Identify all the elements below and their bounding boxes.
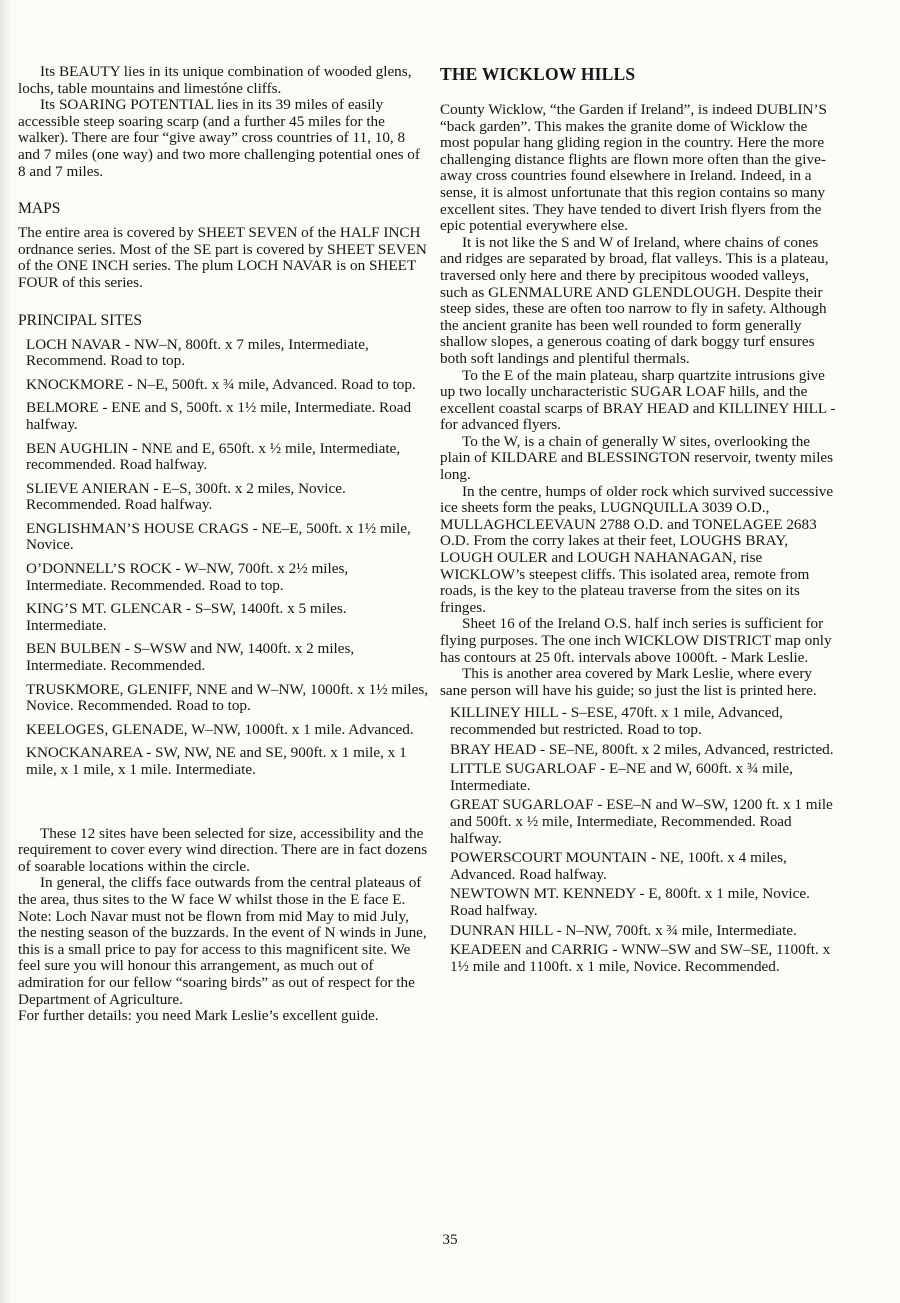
principal-sites-list xyxy=(18,337,430,779)
right-column xyxy=(440,64,840,978)
principal-sites-heading: PRINCIPAL SITES xyxy=(18,311,143,329)
intro-beauty-paragraph: Its BEAUTY lies in its unique combination of wooded glens, lochs, table mountains and limestóne cliffs. xyxy=(18,63,412,97)
site-entry: KNOCKANAREA - SW, NW, NE and SE, 900ft. x 1 mile, x 1 mile, x 1 mile, x 1 mile. Intermediate. xyxy=(26,744,407,778)
wicklow-guide-paragraph: This is another area covered by Mark Leslie, where every sane person will have his guide; so just the list is printed here. xyxy=(440,665,817,699)
site-entry: GREAT SUGARLOAF - ESE–N and W–SW, 1200 ft. x 1 mile and 500ft. x ½ mile, Intermediate, Recommended. Road halfway. xyxy=(450,796,833,847)
wicklow-centre-paragraph: In the centre, humps of older rock which survived successive ice sheets form the peaks, LUGNQUILLA 3039 O.D., MULLAGHCLEEVAUN 2788 O.D. and TONELAGEE 2683 O.D. From the corry lakes at their feet, LOUGHS BRAY, LOUGH OULER and LOUGH NAHANAGAN, rise WICKLOW’s steepest cliffs. This isolated area, remote from roads, is the key to the plateau traverse from the sites on its fringes. xyxy=(440,482,834,616)
wicklow-plateau-paragraph: It is not like the S and W of Ireland, where chains of cones and ridges are separated by broad, flat valleys. This is a plateau, traversed only here and there by precipitous wooded valleys, such as GLENMALURE AND GLENDLOUGH. Despite their steep sides, these are often too narrow to fly in safety. Although the ancient granite has been well rounded to form generally shallow slopes, a generous coating of dark boggy turf ensures both soft landings and plentiful thermals. xyxy=(440,233,829,367)
wicklow-intro-paragraph: County Wicklow, “the Garden if Ireland”, is indeed DUBLIN’S “back garden”. This makes the granite dome of Wicklow the most popular hang gliding region in the country. Here the more challenging distance flights are flown more often than the give-away cross countries found elsewhere in Ireland. Indeed, in a sense, it is almost unfortunate that this region contains so many excellent sites. They have tended to divert Irish flyers from the epic potential everywhere else. xyxy=(440,101,827,235)
wicklow-west-paragraph: To the W, is a chain of generally W sites, overlooking the plain of KILDARE and BLESSINGTON reservoir, twenty miles long. xyxy=(440,432,834,484)
site-entry: BEN BULBEN - S–WSW and NW, 1400ft. x 2 miles, Intermediate. Recommended. xyxy=(26,640,355,675)
site-entry: BRAY HEAD - SE–NE, 800ft. x 2 miles, Advanced, restricted. xyxy=(450,740,834,758)
site-entry: KILLINEY HILL - S–ESE, 470ft. x 1 mile, Advanced, recommended but restricted. Road to top. xyxy=(450,704,783,738)
closing-cliffs-paragraph: In general, the cliffs face outwards from the central plateaus of the area, thus sites to the W face W whilst those in the E face E. xyxy=(18,874,422,908)
site-entry: POWERSCOURT MOUNTAIN - NE, 100ft. x 4 miles, Advanced. Road halfway. xyxy=(450,849,787,883)
wicklow-sites-list xyxy=(440,705,840,975)
site-entry: KNOCKMORE - N–E, 500ft. x ¾ mile, Advanced. Road to top. xyxy=(26,375,416,393)
maps-heading: MAPS xyxy=(18,200,61,218)
site-entry: TRUSKMORE, GLENIFF, NNE and W–NW, 1000ft. x 1½ miles, Novice. Recommended. Road to top. xyxy=(26,680,429,715)
site-entry: KEADEEN and CARRIG - WNW–SW and SW–SE, 1100ft. x 1½ mile and 1100ft. x 1 mile, Novice. Recommended. xyxy=(450,941,831,975)
intro-soaring-paragraph: Its SOARING POTENTIAL lies in its 39 miles of easily accessible steep soaring scarp (and a further 45 miles for the walker). There are four “give away” cross countries of 11, 10, 8 and 7 miles (one way) and two more challenging potential ones of 8 and 7 miles. xyxy=(18,96,420,180)
site-entry: ENGLISHMAN’S HOUSE CRAGS - NE–E, 500ft. x 1½ mile, Novice. xyxy=(26,519,411,554)
closing-selection-paragraph: These 12 sites have been selected for size, accessibility and the requirement to cover every wind direction. There are in fact dozens of soarable locations within the circle. xyxy=(18,824,428,875)
closing-further-details: For further details: you need Mark Leslie’s excellent guide. xyxy=(18,1007,379,1025)
section-title: THE WICKLOW HILLS xyxy=(440,64,636,84)
site-entry: SLIEVE ANIERAN - E–S, 300ft. x 2 miles, Novice. Recommended. Road halfway. xyxy=(26,479,346,514)
scan-shadow-edge xyxy=(0,0,12,1303)
page-number: 35 xyxy=(442,1231,458,1248)
site-entry: NEWTOWN MT. KENNEDY - E, 800ft. x 1 mile, Novice. Road halfway. xyxy=(450,885,810,919)
wicklow-maps-paragraph: Sheet 16 of the Ireland O.S. half inch series is sufficient for flying purposes. The one inch WICKLOW DISTRICT map only has contours at 25 0ft. intervals above 1000ft. - Mark Leslie. xyxy=(440,615,832,666)
site-entry: DUNRAN HILL - N–NW, 700ft. x ¾ mile, Intermediate. xyxy=(450,921,797,939)
wicklow-east-paragraph: To the E of the main plateau, sharp quartzite intrusions give up two locally uncharacteristic SUGAR LOAF hills, and the excellent coastal scarps of BRAY HEAD and KILLINEY HILL - for advanced flyers. xyxy=(440,366,836,434)
closing-note-paragraph: Note: Loch Navar must not be flown from mid May to mid July, the nesting season of the buzzards. In the event of N winds in June, this is a small price to pay for access to this magnificent site. We feel sure you will honour this arrangement, as much out of admiration for our fellow “soaring birds” as out of respect for the Department of Agriculture. xyxy=(18,907,427,1008)
site-entry: LOCH NAVAR - NW–N, 800ft. x 7 miles, Intermediate, Recommend. Road to top. xyxy=(26,335,369,370)
site-entry: O’DONNELL’S ROCK - W–NW, 700ft. x 2½ miles, Intermediate. Recommended. Road to top. xyxy=(26,560,349,594)
site-entry: KEELOGES, GLENADE, W–NW, 1000ft. x 1 mile. Advanced. xyxy=(26,720,414,738)
site-entry: BELMORE - ENE and S, 500ft. x 1½ mile, Intermediate. Road halfway. xyxy=(26,399,412,433)
site-entry: BEN AUGHLIN - NNE and E, 650ft. x ½ mile, Intermediate, recommended. Road halfway. xyxy=(26,439,401,474)
maps-paragraph: The entire area is covered by SHEET SEVEN of the HALF INCH ordnance series. Most of the SE part is covered by SHEET SEVEN of the ONE INCH series. The plum LOCH NAVAR is on SHEET FOUR of this series. xyxy=(18,224,427,291)
left-column xyxy=(18,64,430,1025)
site-entry: KING’S MT. GLENCAR - S–SW, 1400ft. x 5 miles. Intermediate. xyxy=(26,600,347,634)
site-entry: LITTLE SUGARLOAF - E–NE and W, 600ft. x ¾ mile, Intermediate. xyxy=(450,760,793,794)
